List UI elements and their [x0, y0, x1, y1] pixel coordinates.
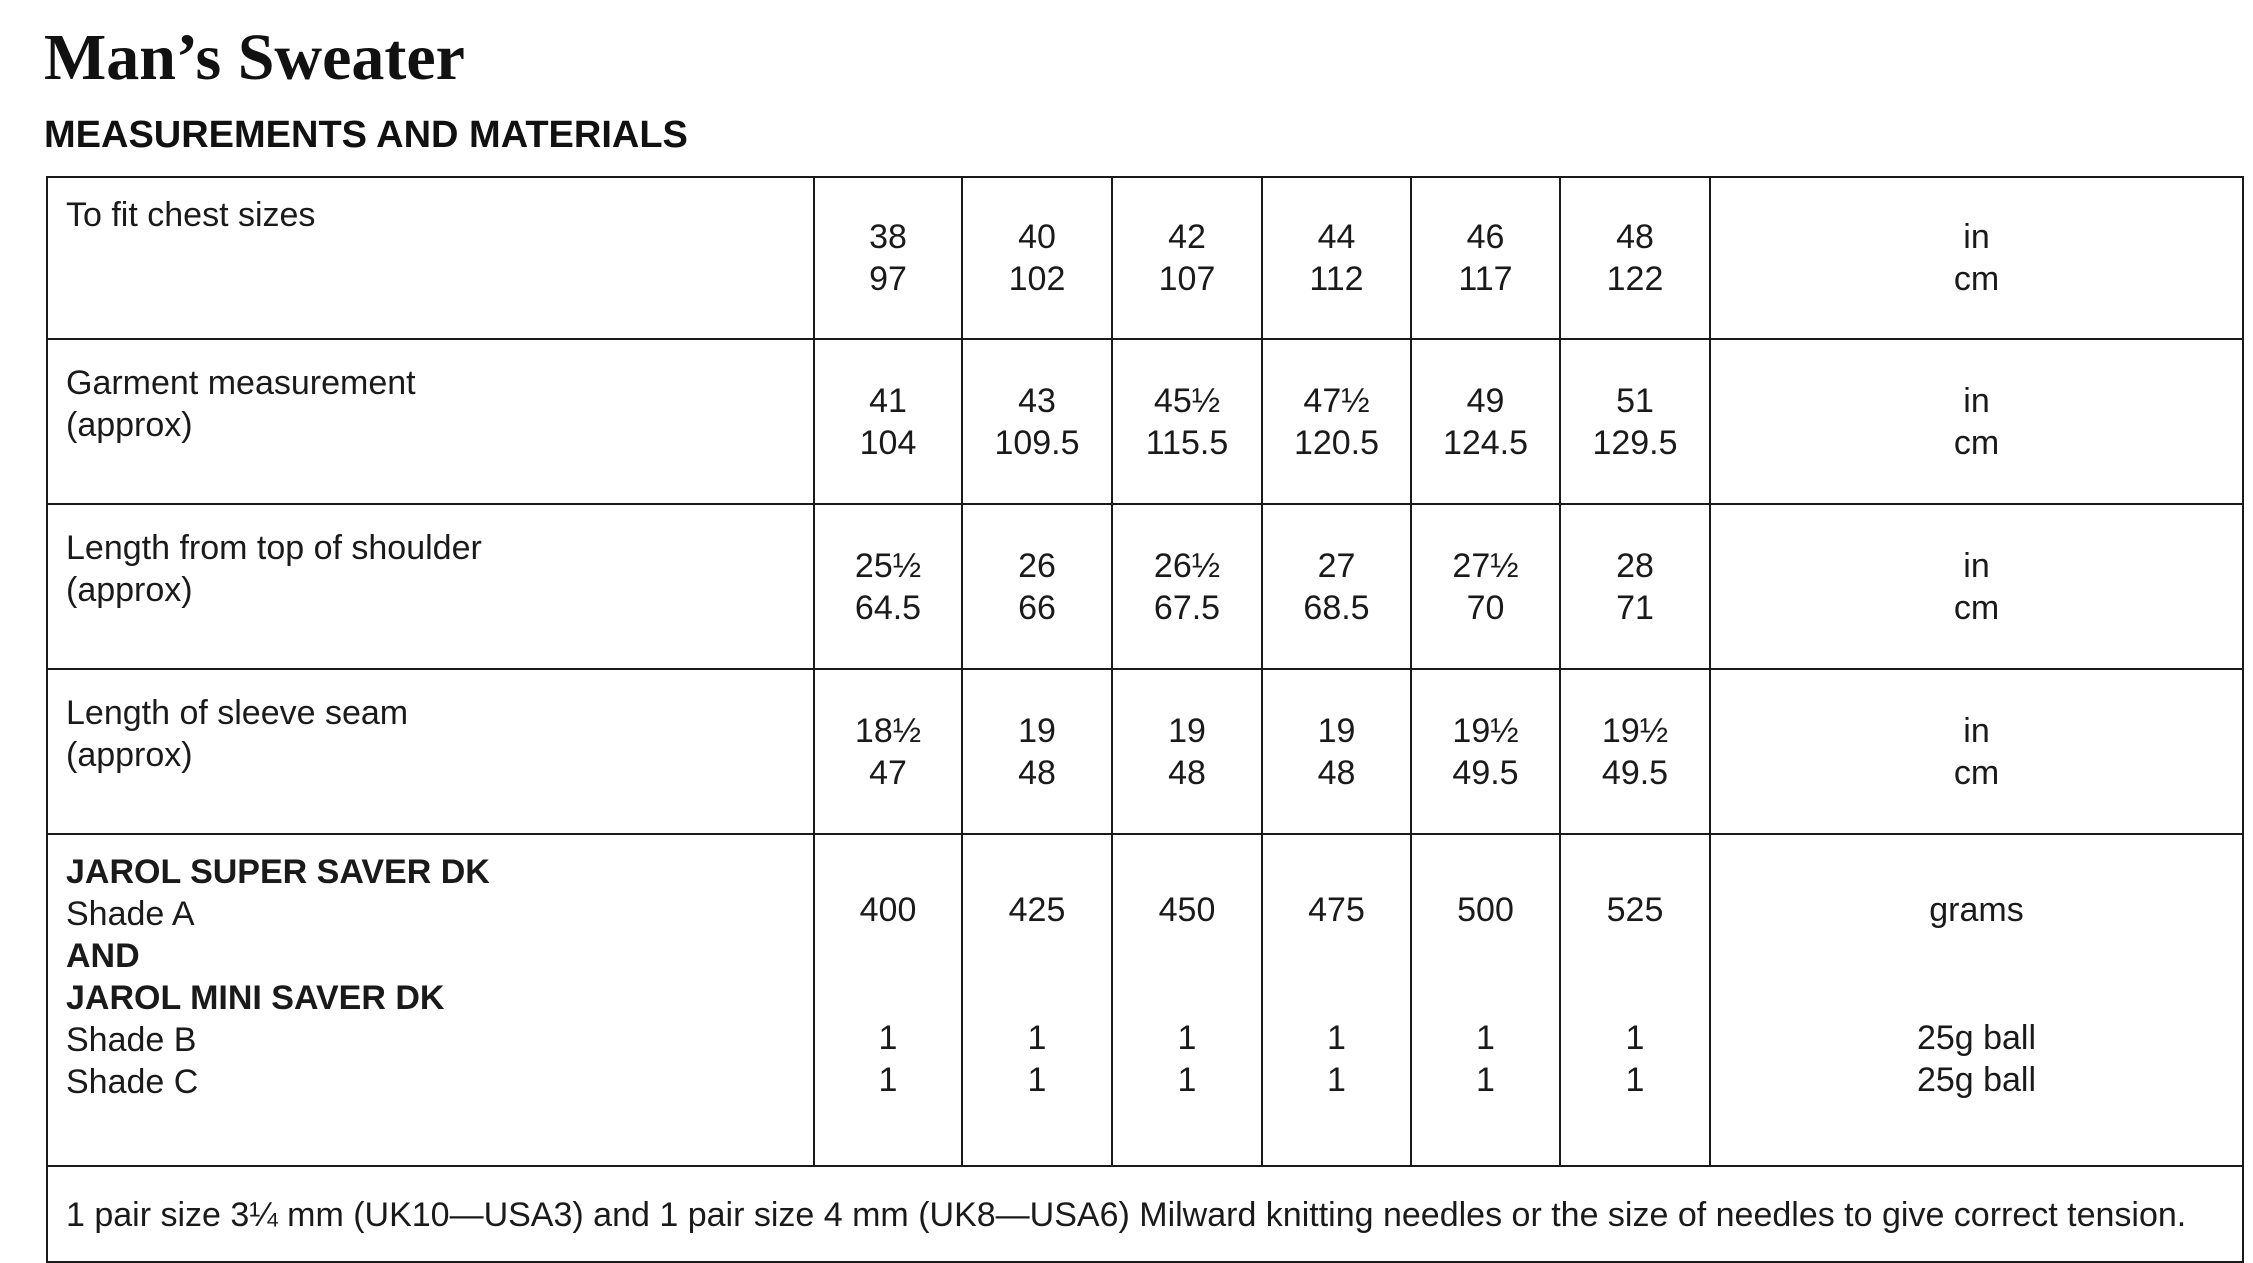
size-cell: 27 68.5	[1262, 504, 1411, 669]
size-cell: 18½ 47	[814, 669, 962, 834]
row-label: Length from top of shoulder (approx)	[47, 504, 814, 669]
yarn-row	[47, 834, 2243, 1166]
size-cell: 46 117	[1411, 177, 1560, 339]
yarn-cell: 525 1 1	[1560, 834, 1710, 1166]
size-cell: 19½ 49.5	[1411, 669, 1560, 834]
size-cell: 26½ 67.5	[1112, 504, 1262, 669]
row-label: Length of sleeve seam (approx)	[47, 669, 814, 834]
needles-note: 1 pair size 3¼ mm (UK10—USA3) and 1 pair size 4 mm (UK8—USA6) Milward knitting needles or the size of needles to give correct tension.	[47, 1166, 2243, 1262]
measurements-table	[46, 176, 2244, 1263]
and-label: AND	[66, 937, 140, 975]
table-row	[47, 504, 2243, 669]
needles-row	[47, 1166, 2243, 1262]
yarn-cell: 450 1 1	[1112, 834, 1262, 1166]
unit-cell: in cm	[1710, 504, 2243, 669]
row-label: To fit chest sizes	[47, 177, 814, 339]
size-cell: 26 66	[962, 504, 1112, 669]
shade-a-label: Shade A	[66, 895, 195, 933]
size-cell: 49 124.5	[1411, 339, 1560, 504]
size-cell: 19½ 49.5	[1560, 669, 1710, 834]
yarn-brand-b: JAROL MINI SAVER DK	[66, 979, 445, 1017]
row-label: Garment measurement (approx)	[47, 339, 814, 504]
size-cell: 19 48	[1112, 669, 1262, 834]
section-heading: MEASUREMENTS AND MATERIALS	[44, 114, 688, 156]
yarn-cell: 400 1 1	[814, 834, 962, 1166]
size-cell: 25½ 64.5	[814, 504, 962, 669]
size-cell: 43 109.5	[962, 339, 1112, 504]
size-cell: 42 107	[1112, 177, 1262, 339]
size-cell: 38 97	[814, 177, 962, 339]
table-row	[47, 177, 2243, 339]
size-cell: 40 102	[962, 177, 1112, 339]
size-cell: 19 48	[962, 669, 1112, 834]
yarn-cell: 475 1 1	[1262, 834, 1411, 1166]
size-cell: 28 71	[1560, 504, 1710, 669]
size-cell: 19 48	[1262, 669, 1411, 834]
yarn-brand-a: JAROL SUPER SAVER DK	[66, 853, 490, 891]
yarn-label	[47, 834, 814, 1166]
unit-cell: in cm	[1710, 177, 2243, 339]
pattern-title: Man’s Sweater	[44, 21, 465, 94]
table-row	[47, 339, 2243, 504]
size-cell: 44 112	[1262, 177, 1411, 339]
size-cell: 45½ 115.5	[1112, 339, 1262, 504]
size-cell: 41 104	[814, 339, 962, 504]
shade-c-label: Shade C	[66, 1063, 199, 1101]
size-cell: 27½ 70	[1411, 504, 1560, 669]
yarn-cell: 500 1 1	[1411, 834, 1560, 1166]
table-row	[47, 669, 2243, 834]
unit-cell: in cm	[1710, 339, 2243, 504]
shade-b-label: Shade B	[66, 1021, 197, 1059]
yarn-unit-cell: grams 25g ball 25g ball	[1710, 834, 2243, 1166]
size-cell: 51 129.5	[1560, 339, 1710, 504]
size-cell: 48 122	[1560, 177, 1710, 339]
size-cell: 47½ 120.5	[1262, 339, 1411, 504]
yarn-cell: 425 1 1	[962, 834, 1112, 1166]
unit-cell: in cm	[1710, 669, 2243, 834]
